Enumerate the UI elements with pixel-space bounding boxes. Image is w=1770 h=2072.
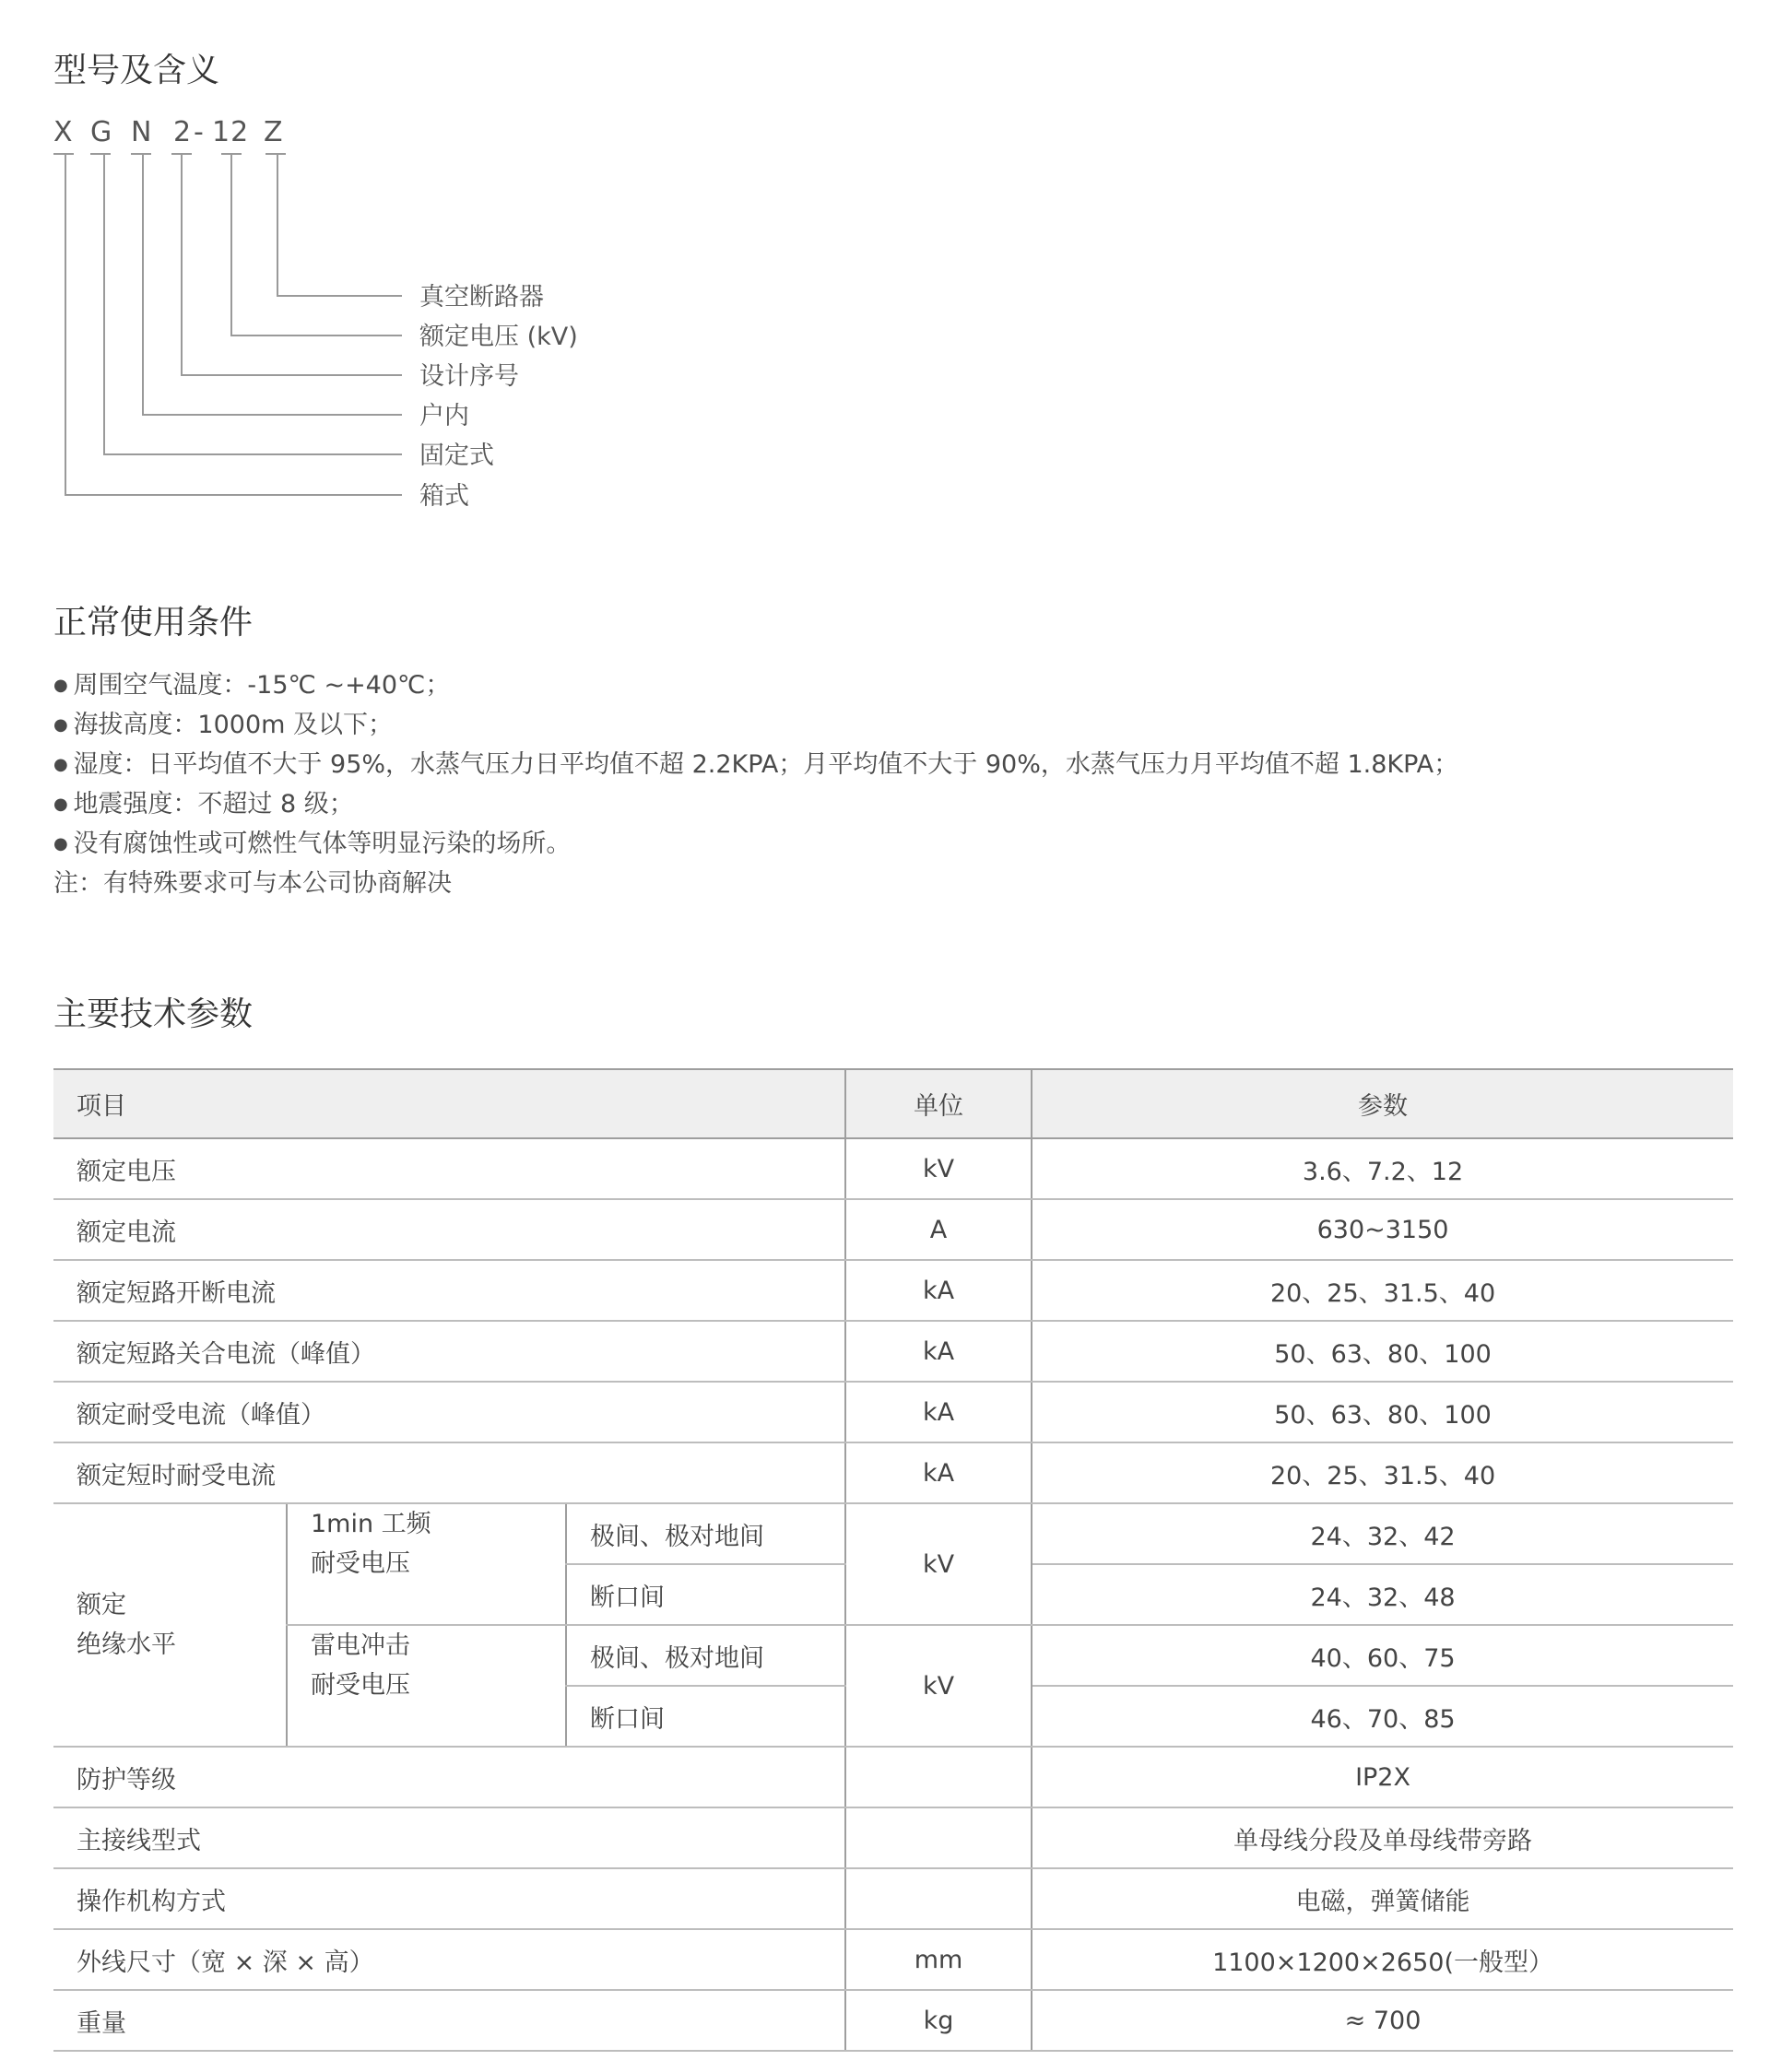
- row-value: 1100×1200×2650(一般型）: [1032, 1929, 1733, 1990]
- table-row: [53, 1199, 1733, 1260]
- row-value: 50、63、80、100: [1032, 1382, 1733, 1442]
- table-row: [53, 1990, 1733, 2051]
- table-row: [53, 1625, 1733, 1686]
- header-item: 项目: [53, 1069, 845, 1138]
- row-unit: [845, 1807, 1032, 1868]
- table-row: [53, 1747, 1733, 1807]
- row-value: 46、70、85: [1032, 1686, 1733, 1747]
- header-value: 参数: [1032, 1069, 1733, 1138]
- row-unit: [845, 1868, 1032, 1929]
- insulation-sub-phase: 极间、极对地间: [566, 1625, 845, 1686]
- insulation-unit: kV: [845, 1503, 1032, 1625]
- code-label-vacuum-breaker: 真空断路器: [419, 283, 544, 312]
- insulation-group-power-frequency: 1min 工频 耐受电压: [287, 1503, 566, 1625]
- code-char: Z: [264, 116, 284, 148]
- code-label-design-no: 设计序号: [419, 362, 519, 391]
- row-item: 额定短路关合电流（峰值）: [53, 1321, 845, 1382]
- code-char: G: [90, 116, 113, 148]
- code-char: 2: [173, 116, 193, 148]
- row-item: 额定电流: [53, 1199, 845, 1260]
- code-char: X: [53, 116, 74, 148]
- row-value: 40、60、75: [1032, 1625, 1733, 1686]
- row-value: 3.6、7.2、12: [1032, 1138, 1733, 1199]
- code-label-rated-voltage: 额定电压 (kV): [419, 323, 578, 351]
- row-unit: mm: [845, 1929, 1032, 1990]
- table-header-row: [53, 1069, 1733, 1138]
- row-unit: kA: [845, 1442, 1032, 1503]
- section-title-parameters: 主要技术参数: [53, 995, 254, 1033]
- row-unit: [845, 1747, 1032, 1807]
- row-item: 额定短时耐受电流: [53, 1442, 845, 1503]
- row-value: IP2X: [1032, 1747, 1733, 1807]
- insulation-unit: kV: [845, 1625, 1032, 1747]
- insulation-label: 额定 绝缘水平: [53, 1503, 287, 1747]
- list-item: ● 没有腐蚀性或可燃性气体等明显污染的场所。: [53, 824, 1458, 864]
- code-char: 12: [212, 116, 250, 148]
- list-item: ● 地震强度：不超过 8 级；: [53, 784, 1458, 824]
- insulation-group-lightning: 雷电冲击 耐受电压: [287, 1625, 566, 1747]
- row-value: ≈ 700: [1032, 1990, 1733, 2051]
- table-row: [53, 1807, 1733, 1868]
- conditions-list: [53, 665, 1458, 903]
- table-row: [53, 1929, 1733, 1990]
- row-item: 重量: [53, 1990, 845, 2051]
- row-item: 外线尺寸（宽 × 深 × 高）: [53, 1929, 845, 1990]
- row-item: 额定短路开断电流: [53, 1260, 845, 1321]
- row-item: 主接线型式: [53, 1807, 845, 1868]
- code-label-fixed: 固定式: [419, 441, 494, 470]
- row-unit: kA: [845, 1260, 1032, 1321]
- row-item: 操作机构方式: [53, 1868, 845, 1929]
- header-unit: 单位: [845, 1069, 1032, 1138]
- row-value: 电磁，弹簧储能: [1032, 1868, 1733, 1929]
- row-item: 防护等级: [53, 1747, 845, 1807]
- row-item: 额定电压: [53, 1138, 845, 1199]
- row-value: 20、25、31.5、40: [1032, 1260, 1733, 1321]
- row-value: 20、25、31.5、40: [1032, 1442, 1733, 1503]
- row-value: 50、63、80、100: [1032, 1321, 1733, 1382]
- section-title-conditions: 正常使用条件: [53, 604, 254, 642]
- row-unit: A: [845, 1199, 1032, 1260]
- list-item: ● 周围空气温度：-15℃ ~+40℃；: [53, 665, 1458, 705]
- row-unit: kA: [845, 1382, 1032, 1442]
- row-unit: kg: [845, 1990, 1032, 2051]
- code-char: N: [131, 116, 153, 148]
- section-title-model: 型号及含义: [53, 52, 220, 89]
- conditions-note: 注：有特殊要求可与本公司协商解决: [53, 869, 452, 898]
- list-item: ● 海拔高度：1000m 及以下；: [53, 705, 1458, 745]
- code-label-indoor: 户内: [419, 402, 469, 430]
- insulation-sub-gap: 断口间: [566, 1564, 845, 1625]
- row-unit: kV: [845, 1138, 1032, 1199]
- table-row: [53, 1138, 1733, 1199]
- table-row: [53, 1260, 1733, 1321]
- table-row: [53, 1442, 1733, 1503]
- table-row: [53, 1382, 1733, 1442]
- code-char: -: [194, 116, 205, 148]
- insulation-sub-gap: 断口间: [566, 1686, 845, 1747]
- row-unit: kA: [845, 1321, 1032, 1382]
- insulation-sub-phase: 极间、极对地间: [566, 1503, 845, 1564]
- row-value: 单母线分段及单母线带旁路: [1032, 1807, 1733, 1868]
- row-item: 额定耐受电流（峰值）: [53, 1382, 845, 1442]
- code-label-box: 箱式: [419, 482, 469, 511]
- row-value: 24、32、42: [1032, 1503, 1733, 1564]
- table-row: [53, 1868, 1733, 1929]
- model-code-diagram: [0, 116, 645, 512]
- parameters-table: [53, 1068, 1733, 2052]
- row-value: 630~3150: [1032, 1199, 1733, 1260]
- table-row: [53, 1503, 1733, 1564]
- list-item: ● 湿度：日平均值不大于 95%，水蒸气压力日平均值不超 2.2KPA；月平均值不大于 90%，水蒸气压力月平均值不超 1.8KPA；: [53, 745, 1458, 784]
- row-value: 24、32、48: [1032, 1564, 1733, 1625]
- table-row: [53, 1321, 1733, 1382]
